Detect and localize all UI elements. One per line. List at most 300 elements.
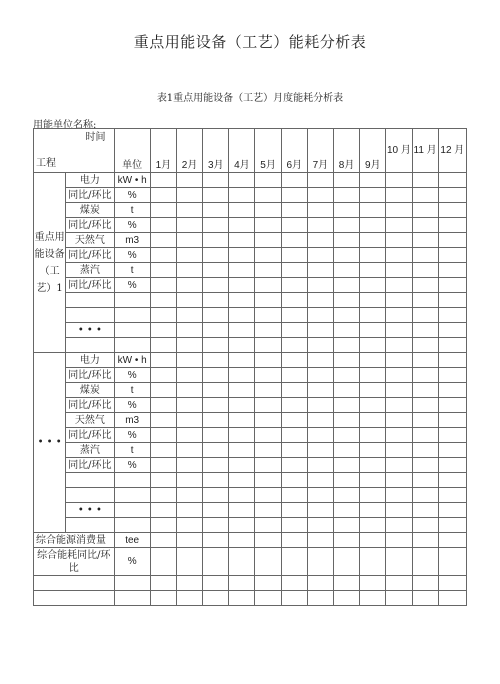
data-cell[interactable] xyxy=(229,533,255,548)
data-cell[interactable] xyxy=(203,443,229,458)
data-cell[interactable] xyxy=(412,533,438,548)
data-cell[interactable] xyxy=(386,473,412,488)
data-cell[interactable] xyxy=(438,473,466,488)
data-cell[interactable] xyxy=(438,533,466,548)
data-cell[interactable] xyxy=(203,338,229,353)
data-cell[interactable] xyxy=(150,591,176,606)
data-cell[interactable] xyxy=(438,458,466,473)
data-cell[interactable] xyxy=(334,576,360,591)
data-cell[interactable] xyxy=(255,173,281,188)
data-cell[interactable] xyxy=(150,188,176,203)
data-cell[interactable] xyxy=(150,383,176,398)
data-cell[interactable] xyxy=(360,533,386,548)
data-cell[interactable] xyxy=(229,473,255,488)
data-cell[interactable] xyxy=(360,383,386,398)
data-cell[interactable] xyxy=(281,278,307,293)
data-cell[interactable] xyxy=(203,398,229,413)
data-cell[interactable] xyxy=(360,548,386,576)
data-cell[interactable] xyxy=(176,488,202,503)
data-cell[interactable] xyxy=(281,308,307,323)
data-cell[interactable] xyxy=(255,533,281,548)
data-cell[interactable] xyxy=(150,263,176,278)
data-cell[interactable] xyxy=(150,338,176,353)
data-cell[interactable] xyxy=(229,503,255,518)
data-cell[interactable] xyxy=(203,428,229,443)
data-cell[interactable] xyxy=(229,368,255,383)
data-cell[interactable] xyxy=(334,548,360,576)
data-cell[interactable] xyxy=(281,413,307,428)
data-cell[interactable] xyxy=(438,518,466,533)
data-cell[interactable] xyxy=(360,398,386,413)
data-cell[interactable] xyxy=(203,353,229,368)
data-cell[interactable] xyxy=(438,338,466,353)
data-cell[interactable] xyxy=(438,428,466,443)
data-cell[interactable] xyxy=(281,473,307,488)
data-cell[interactable] xyxy=(412,383,438,398)
data-cell[interactable] xyxy=(412,413,438,428)
data-cell[interactable] xyxy=(255,248,281,263)
data-cell[interactable] xyxy=(150,503,176,518)
data-cell[interactable] xyxy=(281,353,307,368)
data-cell[interactable] xyxy=(360,458,386,473)
data-cell[interactable] xyxy=(203,413,229,428)
data-cell[interactable] xyxy=(150,323,176,338)
data-cell[interactable] xyxy=(360,263,386,278)
data-cell[interactable] xyxy=(203,293,229,308)
data-cell[interactable] xyxy=(438,503,466,518)
data-cell[interactable] xyxy=(229,576,255,591)
data-cell[interactable] xyxy=(229,278,255,293)
data-cell[interactable] xyxy=(360,338,386,353)
data-cell[interactable] xyxy=(412,173,438,188)
data-cell[interactable] xyxy=(438,218,466,233)
data-cell[interactable] xyxy=(307,233,333,248)
data-cell[interactable] xyxy=(386,548,412,576)
data-cell[interactable] xyxy=(150,428,176,443)
data-cell[interactable] xyxy=(176,443,202,458)
data-cell[interactable] xyxy=(438,188,466,203)
data-cell[interactable] xyxy=(360,518,386,533)
data-cell[interactable] xyxy=(203,218,229,233)
data-cell[interactable] xyxy=(360,576,386,591)
data-cell[interactable] xyxy=(438,398,466,413)
data-cell[interactable] xyxy=(438,488,466,503)
data-cell[interactable] xyxy=(307,473,333,488)
data-cell[interactable] xyxy=(412,488,438,503)
data-cell[interactable] xyxy=(281,591,307,606)
data-cell[interactable] xyxy=(334,428,360,443)
data-cell[interactable] xyxy=(386,263,412,278)
data-cell[interactable] xyxy=(281,488,307,503)
data-cell[interactable] xyxy=(281,233,307,248)
data-cell[interactable] xyxy=(229,338,255,353)
data-cell[interactable] xyxy=(255,293,281,308)
data-cell[interactable] xyxy=(150,443,176,458)
data-cell[interactable] xyxy=(203,368,229,383)
data-cell[interactable] xyxy=(412,548,438,576)
data-cell[interactable] xyxy=(281,368,307,383)
data-cell[interactable] xyxy=(386,576,412,591)
data-cell[interactable] xyxy=(229,248,255,263)
data-cell[interactable] xyxy=(176,413,202,428)
data-cell[interactable] xyxy=(203,591,229,606)
data-cell[interactable] xyxy=(360,278,386,293)
data-cell[interactable] xyxy=(203,203,229,218)
data-cell[interactable] xyxy=(334,278,360,293)
data-cell[interactable] xyxy=(176,503,202,518)
data-cell[interactable] xyxy=(281,458,307,473)
data-cell[interactable] xyxy=(412,576,438,591)
data-cell[interactable] xyxy=(386,323,412,338)
data-cell[interactable] xyxy=(203,323,229,338)
data-cell[interactable] xyxy=(386,443,412,458)
data-cell[interactable] xyxy=(255,218,281,233)
data-cell[interactable] xyxy=(307,383,333,398)
data-cell[interactable] xyxy=(229,428,255,443)
data-cell[interactable] xyxy=(438,293,466,308)
data-cell[interactable] xyxy=(386,488,412,503)
data-cell[interactable] xyxy=(150,398,176,413)
data-cell[interactable] xyxy=(150,458,176,473)
data-cell[interactable] xyxy=(360,591,386,606)
data-cell[interactable] xyxy=(281,443,307,458)
data-cell[interactable] xyxy=(386,233,412,248)
data-cell[interactable] xyxy=(255,233,281,248)
data-cell[interactable] xyxy=(438,443,466,458)
data-cell[interactable] xyxy=(386,398,412,413)
data-cell[interactable] xyxy=(281,338,307,353)
data-cell[interactable] xyxy=(386,368,412,383)
data-cell[interactable] xyxy=(412,473,438,488)
data-cell[interactable] xyxy=(203,518,229,533)
data-cell[interactable] xyxy=(150,488,176,503)
data-cell[interactable] xyxy=(281,293,307,308)
data-cell[interactable] xyxy=(176,278,202,293)
data-cell[interactable] xyxy=(307,576,333,591)
data-cell[interactable] xyxy=(255,368,281,383)
data-cell[interactable] xyxy=(360,413,386,428)
data-cell[interactable] xyxy=(386,218,412,233)
data-cell[interactable] xyxy=(281,188,307,203)
data-cell[interactable] xyxy=(438,368,466,383)
data-cell[interactable] xyxy=(386,353,412,368)
data-cell[interactable] xyxy=(203,533,229,548)
data-cell[interactable] xyxy=(360,428,386,443)
data-cell[interactable] xyxy=(203,248,229,263)
data-cell[interactable] xyxy=(360,323,386,338)
data-cell[interactable] xyxy=(281,383,307,398)
data-cell[interactable] xyxy=(438,233,466,248)
data-cell[interactable] xyxy=(229,173,255,188)
data-cell[interactable] xyxy=(360,233,386,248)
data-cell[interactable] xyxy=(307,591,333,606)
data-cell[interactable] xyxy=(255,576,281,591)
data-cell[interactable] xyxy=(360,218,386,233)
data-cell[interactable] xyxy=(386,591,412,606)
data-cell[interactable] xyxy=(386,413,412,428)
data-cell[interactable] xyxy=(360,248,386,263)
data-cell[interactable] xyxy=(307,488,333,503)
data-cell[interactable] xyxy=(150,218,176,233)
data-cell[interactable] xyxy=(229,398,255,413)
data-cell[interactable] xyxy=(229,308,255,323)
data-cell[interactable] xyxy=(281,576,307,591)
data-cell[interactable] xyxy=(412,278,438,293)
data-cell[interactable] xyxy=(334,503,360,518)
data-cell[interactable] xyxy=(360,173,386,188)
data-cell[interactable] xyxy=(229,323,255,338)
data-cell[interactable] xyxy=(176,323,202,338)
data-cell[interactable] xyxy=(203,458,229,473)
data-cell[interactable] xyxy=(150,518,176,533)
data-cell[interactable] xyxy=(386,293,412,308)
data-cell[interactable] xyxy=(334,248,360,263)
data-cell[interactable] xyxy=(386,203,412,218)
data-cell[interactable] xyxy=(176,383,202,398)
data-cell[interactable] xyxy=(281,548,307,576)
data-cell[interactable] xyxy=(255,338,281,353)
data-cell[interactable] xyxy=(176,188,202,203)
data-cell[interactable] xyxy=(176,353,202,368)
data-cell[interactable] xyxy=(176,263,202,278)
data-cell[interactable] xyxy=(176,308,202,323)
data-cell[interactable] xyxy=(438,591,466,606)
data-cell[interactable] xyxy=(255,278,281,293)
data-cell[interactable] xyxy=(334,173,360,188)
data-cell[interactable] xyxy=(412,293,438,308)
data-cell[interactable] xyxy=(386,503,412,518)
data-cell[interactable] xyxy=(334,308,360,323)
data-cell[interactable] xyxy=(360,473,386,488)
data-cell[interactable] xyxy=(176,591,202,606)
data-cell[interactable] xyxy=(150,353,176,368)
data-cell[interactable] xyxy=(203,278,229,293)
data-cell[interactable] xyxy=(255,188,281,203)
data-cell[interactable] xyxy=(334,518,360,533)
data-cell[interactable] xyxy=(150,233,176,248)
data-cell[interactable] xyxy=(438,548,466,576)
data-cell[interactable] xyxy=(281,263,307,278)
data-cell[interactable] xyxy=(334,203,360,218)
data-cell[interactable] xyxy=(334,413,360,428)
data-cell[interactable] xyxy=(360,308,386,323)
data-cell[interactable] xyxy=(176,218,202,233)
data-cell[interactable] xyxy=(386,338,412,353)
data-cell[interactable] xyxy=(203,576,229,591)
data-cell[interactable] xyxy=(176,248,202,263)
data-cell[interactable] xyxy=(281,398,307,413)
data-cell[interactable] xyxy=(229,518,255,533)
data-cell[interactable] xyxy=(412,233,438,248)
data-cell[interactable] xyxy=(150,368,176,383)
data-cell[interactable] xyxy=(412,323,438,338)
data-cell[interactable] xyxy=(281,503,307,518)
data-cell[interactable] xyxy=(360,488,386,503)
data-cell[interactable] xyxy=(307,173,333,188)
data-cell[interactable] xyxy=(307,203,333,218)
data-cell[interactable] xyxy=(255,383,281,398)
data-cell[interactable] xyxy=(307,218,333,233)
data-cell[interactable] xyxy=(334,188,360,203)
data-cell[interactable] xyxy=(176,368,202,383)
data-cell[interactable] xyxy=(334,263,360,278)
data-cell[interactable] xyxy=(438,278,466,293)
data-cell[interactable] xyxy=(386,533,412,548)
data-cell[interactable] xyxy=(255,428,281,443)
data-cell[interactable] xyxy=(307,413,333,428)
data-cell[interactable] xyxy=(255,591,281,606)
data-cell[interactable] xyxy=(229,443,255,458)
data-cell[interactable] xyxy=(229,591,255,606)
data-cell[interactable] xyxy=(281,173,307,188)
data-cell[interactable] xyxy=(203,173,229,188)
data-cell[interactable] xyxy=(307,188,333,203)
data-cell[interactable] xyxy=(307,443,333,458)
data-cell[interactable] xyxy=(334,218,360,233)
data-cell[interactable] xyxy=(307,323,333,338)
data-cell[interactable] xyxy=(360,353,386,368)
data-cell[interactable] xyxy=(360,188,386,203)
data-cell[interactable] xyxy=(412,218,438,233)
data-cell[interactable] xyxy=(412,263,438,278)
data-cell[interactable] xyxy=(150,173,176,188)
data-cell[interactable] xyxy=(307,248,333,263)
data-cell[interactable] xyxy=(386,428,412,443)
data-cell[interactable] xyxy=(176,173,202,188)
data-cell[interactable] xyxy=(307,293,333,308)
data-cell[interactable] xyxy=(203,503,229,518)
data-cell[interactable] xyxy=(386,173,412,188)
data-cell[interactable] xyxy=(334,323,360,338)
data-cell[interactable] xyxy=(229,263,255,278)
data-cell[interactable] xyxy=(412,428,438,443)
data-cell[interactable] xyxy=(176,203,202,218)
data-cell[interactable] xyxy=(412,338,438,353)
data-cell[interactable] xyxy=(255,413,281,428)
data-cell[interactable] xyxy=(255,548,281,576)
data-cell[interactable] xyxy=(255,518,281,533)
data-cell[interactable] xyxy=(255,473,281,488)
data-cell[interactable] xyxy=(386,458,412,473)
data-cell[interactable] xyxy=(255,488,281,503)
data-cell[interactable] xyxy=(281,218,307,233)
data-cell[interactable] xyxy=(438,576,466,591)
data-cell[interactable] xyxy=(307,458,333,473)
data-cell[interactable] xyxy=(307,398,333,413)
data-cell[interactable] xyxy=(334,591,360,606)
data-cell[interactable] xyxy=(150,203,176,218)
data-cell[interactable] xyxy=(176,398,202,413)
data-cell[interactable] xyxy=(255,398,281,413)
data-cell[interactable] xyxy=(176,233,202,248)
data-cell[interactable] xyxy=(412,458,438,473)
data-cell[interactable] xyxy=(229,383,255,398)
data-cell[interactable] xyxy=(176,576,202,591)
data-cell[interactable] xyxy=(334,353,360,368)
data-cell[interactable] xyxy=(150,413,176,428)
data-cell[interactable] xyxy=(360,503,386,518)
data-cell[interactable] xyxy=(150,548,176,576)
data-cell[interactable] xyxy=(386,188,412,203)
data-cell[interactable] xyxy=(438,308,466,323)
data-cell[interactable] xyxy=(307,533,333,548)
data-cell[interactable] xyxy=(150,248,176,263)
data-cell[interactable] xyxy=(150,473,176,488)
data-cell[interactable] xyxy=(255,353,281,368)
data-cell[interactable] xyxy=(307,263,333,278)
data-cell[interactable] xyxy=(386,308,412,323)
data-cell[interactable] xyxy=(334,443,360,458)
data-cell[interactable] xyxy=(307,338,333,353)
data-cell[interactable] xyxy=(255,323,281,338)
data-cell[interactable] xyxy=(229,458,255,473)
data-cell[interactable] xyxy=(281,428,307,443)
data-cell[interactable] xyxy=(203,308,229,323)
data-cell[interactable] xyxy=(176,458,202,473)
data-cell[interactable] xyxy=(203,473,229,488)
data-cell[interactable] xyxy=(229,413,255,428)
data-cell[interactable] xyxy=(203,233,229,248)
data-cell[interactable] xyxy=(176,338,202,353)
data-cell[interactable] xyxy=(150,278,176,293)
data-cell[interactable] xyxy=(438,263,466,278)
data-cell[interactable] xyxy=(229,188,255,203)
data-cell[interactable] xyxy=(281,518,307,533)
data-cell[interactable] xyxy=(307,308,333,323)
data-cell[interactable] xyxy=(176,548,202,576)
data-cell[interactable] xyxy=(281,533,307,548)
data-cell[interactable] xyxy=(386,248,412,263)
data-cell[interactable] xyxy=(176,428,202,443)
data-cell[interactable] xyxy=(412,518,438,533)
data-cell[interactable] xyxy=(412,248,438,263)
data-cell[interactable] xyxy=(255,503,281,518)
data-cell[interactable] xyxy=(334,383,360,398)
data-cell[interactable] xyxy=(255,203,281,218)
data-cell[interactable] xyxy=(255,263,281,278)
data-cell[interactable] xyxy=(307,353,333,368)
data-cell[interactable] xyxy=(229,293,255,308)
data-cell[interactable] xyxy=(281,323,307,338)
data-cell[interactable] xyxy=(255,443,281,458)
data-cell[interactable] xyxy=(438,323,466,338)
data-cell[interactable] xyxy=(334,473,360,488)
data-cell[interactable] xyxy=(176,533,202,548)
data-cell[interactable] xyxy=(334,488,360,503)
data-cell[interactable] xyxy=(412,591,438,606)
data-cell[interactable] xyxy=(307,278,333,293)
data-cell[interactable] xyxy=(360,443,386,458)
data-cell[interactable] xyxy=(307,368,333,383)
data-cell[interactable] xyxy=(150,293,176,308)
data-cell[interactable] xyxy=(229,548,255,576)
data-cell[interactable] xyxy=(334,458,360,473)
data-cell[interactable] xyxy=(203,263,229,278)
data-cell[interactable] xyxy=(307,428,333,443)
data-cell[interactable] xyxy=(281,248,307,263)
data-cell[interactable] xyxy=(412,368,438,383)
data-cell[interactable] xyxy=(438,173,466,188)
data-cell[interactable] xyxy=(307,518,333,533)
data-cell[interactable] xyxy=(334,338,360,353)
data-cell[interactable] xyxy=(203,383,229,398)
data-cell[interactable] xyxy=(334,233,360,248)
data-cell[interactable] xyxy=(150,576,176,591)
data-cell[interactable] xyxy=(412,203,438,218)
data-cell[interactable] xyxy=(412,503,438,518)
data-cell[interactable] xyxy=(307,503,333,518)
data-cell[interactable] xyxy=(438,383,466,398)
